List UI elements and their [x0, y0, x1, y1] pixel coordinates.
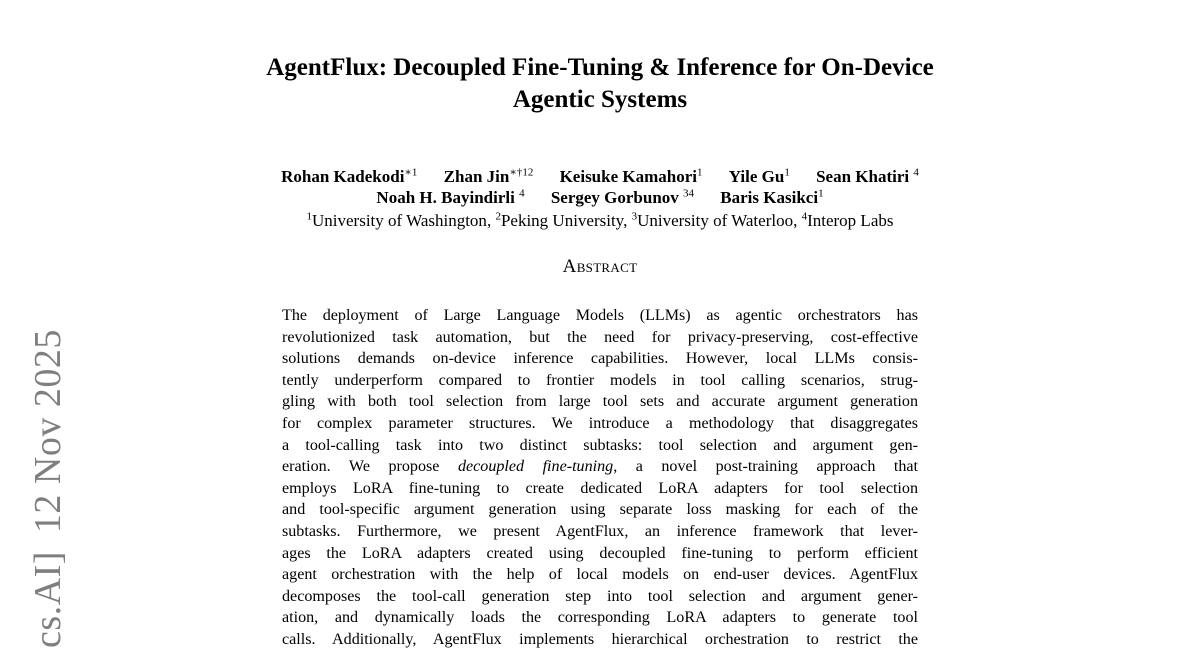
arxiv-category: cs.AI]: [27, 551, 69, 648]
abstract-line: ages the LoRA adapters created using decoupled fine-tuning to perform efficient: [282, 544, 918, 562]
author: [551, 187, 694, 208]
abstract-line: for complex parameter structures. We introduce a methodology that disaggregates: [282, 414, 918, 432]
abstract-text: , a novel post-training approach that: [613, 458, 919, 476]
author-marks: ∗1: [404, 166, 418, 179]
abstract-line: agent orchestration with the help of local models on end-user devices. AgentFlux: [282, 566, 918, 584]
author: [560, 166, 703, 187]
abstract-body: [282, 305, 918, 651]
abstract-line: tently underperform compared to frontier models in tool calling scenarios, strug-: [282, 371, 918, 389]
author-marks: 1: [784, 166, 790, 179]
affiliation-name: Peking University: [500, 211, 624, 230]
arxiv-identifier-stamp: [26, 329, 70, 648]
abstract-line: and tool-specific argument generation using separate loss masking for each of the: [282, 501, 918, 519]
abstract-line: gling with both tool selection from large tool sets and accurate argument generation: [282, 393, 918, 411]
author: [729, 166, 790, 187]
author-name: Zhan Jin: [443, 167, 510, 186]
abstract-heading: Abstract: [562, 256, 638, 277]
affiliation-mark: 2: [495, 210, 501, 223]
abstract-line: The deployment of Large Language Models (LLMs) as agentic orchestrators has: [282, 307, 918, 324]
author-name: Sergey Gorbunov: [550, 188, 679, 207]
author-name: Noah H. Bayindirli: [376, 188, 515, 207]
abstract-line: subtasks. Furthermore, we present AgentFlux, an inference framework that lever-: [282, 522, 918, 540]
author-marks: ∗†12: [509, 166, 534, 179]
abstract-line: ation, and dynamically loads the corresponding LoRA adapters to generate tool: [282, 609, 918, 627]
abstract-line: a tool-calling task into two distinct subtasks: tool selection and argument gen-: [282, 436, 918, 454]
author-name: Rohan Kadekodi: [281, 167, 405, 186]
abstract-line: employs LoRA fine-tuning to create dedicated LoRA adapters for tool selection: [282, 479, 918, 497]
author: [281, 166, 417, 187]
abstract-line: decomposes the tool-call generation step into tool selection and argument gener-: [282, 587, 918, 605]
author-marks: 4: [519, 187, 525, 200]
arxiv-date: 12 Nov 2025: [27, 329, 69, 534]
affiliation: [802, 211, 894, 230]
abstract-text: eration. We propose: [282, 458, 458, 476]
author-marks: 34: [683, 187, 695, 200]
affiliation: [307, 211, 487, 230]
title-line: Agentic Systems: [512, 86, 688, 113]
author-name: Baris Kasikci: [720, 188, 819, 207]
affiliation: [632, 211, 794, 230]
affiliation-mark: 1: [306, 210, 313, 223]
author-name: Yile Gu: [728, 167, 785, 186]
author-line: [150, 166, 1050, 187]
author-name: Sean Khatiri: [816, 167, 910, 186]
affiliation: [495, 211, 623, 230]
author: [444, 166, 534, 187]
abstract-line: solutions demands on-device inference capabilities. However, local LLMs consis-: [282, 350, 918, 368]
abstract-line: revolutionized task automation, but the need for privacy-preserving, cost-effective: [282, 328, 918, 346]
author-marks: 1: [818, 187, 824, 200]
affiliation-name: University of Waterloo: [637, 211, 794, 230]
affiliation-name: University of Washington: [312, 211, 487, 230]
author-marks: 1: [697, 166, 703, 179]
affiliations: $^1$University of Washington, $^2$Peking University, $^3$University of Waterloo, $^4$Interop Labs: [306, 210, 894, 230]
author-line: [150, 187, 1050, 208]
affiliation-mark: 3: [631, 210, 638, 223]
author: [376, 187, 524, 208]
abstract-line: [282, 456, 918, 478]
author: [816, 166, 919, 187]
abstract-line: calls. Additionally, AgentFlux implements hierarchical orchestration to restrict the: [282, 630, 918, 648]
affiliation-mark: 4: [801, 210, 808, 223]
author-list: [150, 166, 1050, 208]
affiliation-name: Interop Labs: [807, 211, 894, 230]
author: [720, 187, 823, 208]
paper-title: [200, 52, 1000, 116]
author-marks: 4: [913, 166, 919, 179]
abstract-emphasis: decoupled fine-tuning: [457, 458, 614, 476]
title-line: AgentFlux: Decoupled Fine-Tuning & Inference for On-Device: [266, 54, 934, 81]
author-name: Keisuke Kamahori: [559, 167, 697, 186]
